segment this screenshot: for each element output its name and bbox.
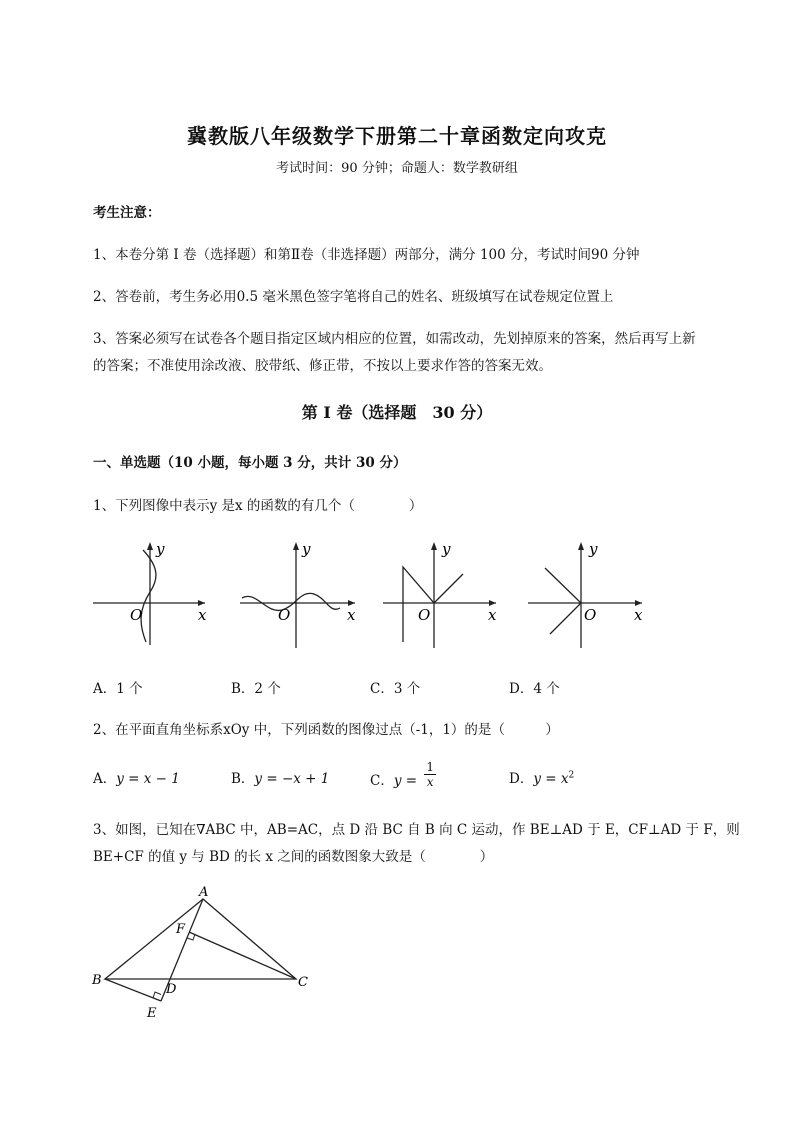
q1-option-a[interactable]: A．1 个 <box>93 681 143 697</box>
q1-axis-y-label: y <box>442 540 451 558</box>
q2-fraction <box>424 760 436 789</box>
q1-origin-label: O <box>130 606 143 624</box>
q1-graph-3 <box>383 540 497 648</box>
q3-point-d: D <box>166 982 177 997</box>
notice-item-3: 3、答案必须写在试卷各个题目指定区域内相应的位置，如需改动，先划掉原来的答案，然后再写上新 <box>93 331 696 347</box>
q1-axis-y-label: y <box>302 540 311 558</box>
q2-option-formula: y = x <box>533 771 569 787</box>
q1-graphs <box>0 530 794 660</box>
q2-option-letter: B． <box>231 771 255 787</box>
q3-stem-line1: 3、如图，已知在∇ABC 中，AB=AC，点 D 沿 BC 自 B 向 C 运动，作 BE⊥AD 于 E，CF⊥AD 于 F，则 <box>93 822 740 838</box>
section-title: 第 I 卷（选择题 30 分） <box>301 403 493 422</box>
q3-triangle-figure <box>0 880 340 1025</box>
q2-fraction-den: x <box>426 775 434 789</box>
q2-option-a[interactable] <box>93 767 180 787</box>
q1-axis-y-label: y <box>156 540 165 558</box>
q3-point-b: B <box>92 973 102 988</box>
q3-point-c: C <box>298 975 308 990</box>
q3-stem-line2: BE+CF 的值 y 与 BD 的长 x 之间的函数图象大致是（ ） <box>93 849 494 865</box>
page-title: 冀教版八年级数学下册第二十章函数定向攻克 <box>187 124 607 148</box>
q2-option-b[interactable] <box>231 767 329 787</box>
notice-item-2: 2、答卷前，考生务必用0.5 毫米黑色签字笔将自己的姓名、班级填写在试卷规定位置上 <box>93 289 614 305</box>
notice-heading: 考生注意： <box>93 205 161 221</box>
q1-origin-label: O <box>584 606 597 624</box>
q3-point-e: E <box>147 1006 157 1021</box>
q2-option-c[interactable] <box>370 760 436 789</box>
q2-option-letter: D． <box>509 771 534 787</box>
part-heading: 一、单选题（10 小题，每小题 3 分，共计 30 分） <box>93 455 407 471</box>
q2-option-formula: y = x − 1 <box>116 771 180 787</box>
q2-option-letter: C． <box>370 773 394 789</box>
q1-option-c[interactable]: C．3 个 <box>370 681 421 697</box>
q1-origin-label: O <box>278 606 291 624</box>
q1-axis-x-label: x <box>347 606 356 624</box>
q1-option-b[interactable]: B．2 个 <box>231 681 281 697</box>
q3-point-f: F <box>176 922 186 937</box>
q2-fraction-num: 1 <box>426 760 435 774</box>
q1-graph-4 <box>528 540 643 648</box>
q1-axis-x-label: x <box>634 606 643 624</box>
q1-origin-label: O <box>418 606 431 624</box>
q2-option-sup: 2 <box>568 770 575 781</box>
q2-stem: 2、在平面直角坐标系xOy 中，下列函数的图像过点（-1，1）的是（ ） <box>93 722 559 738</box>
q1-axis-x-label: x <box>198 606 207 624</box>
q2-option-letter: A． <box>93 771 117 787</box>
q1-axis-x-label: x <box>488 606 497 624</box>
q3-point-a: A <box>199 885 209 900</box>
q2-option-lhs: y = <box>393 773 418 789</box>
q2-option-formula: y = −x + 1 <box>254 771 330 787</box>
q1-graph-2 <box>240 540 356 648</box>
notice-item-3-cont: 的答案；不准使用涂改液、胶带纸、修正带，不按以上要求作答的答案无效。 <box>93 358 552 374</box>
q1-option-d[interactable]: D．4 个 <box>509 681 560 697</box>
q1-stem: 1、下列图像中表示y 是x 的函数的有几个（ ） <box>93 498 423 514</box>
q1-axis-y-label: y <box>589 540 598 558</box>
q1-graph-1 <box>93 540 207 645</box>
q2-option-d[interactable] <box>509 767 574 787</box>
exam-info: 考试时间：90 分钟；命题人：数学教研组 <box>276 161 518 176</box>
notice-item-1: 1、本卷分第 I 卷（选择题）和第Ⅱ卷（非选择题）两部分，满分 100 分，考试时间90 分钟 <box>93 247 640 263</box>
